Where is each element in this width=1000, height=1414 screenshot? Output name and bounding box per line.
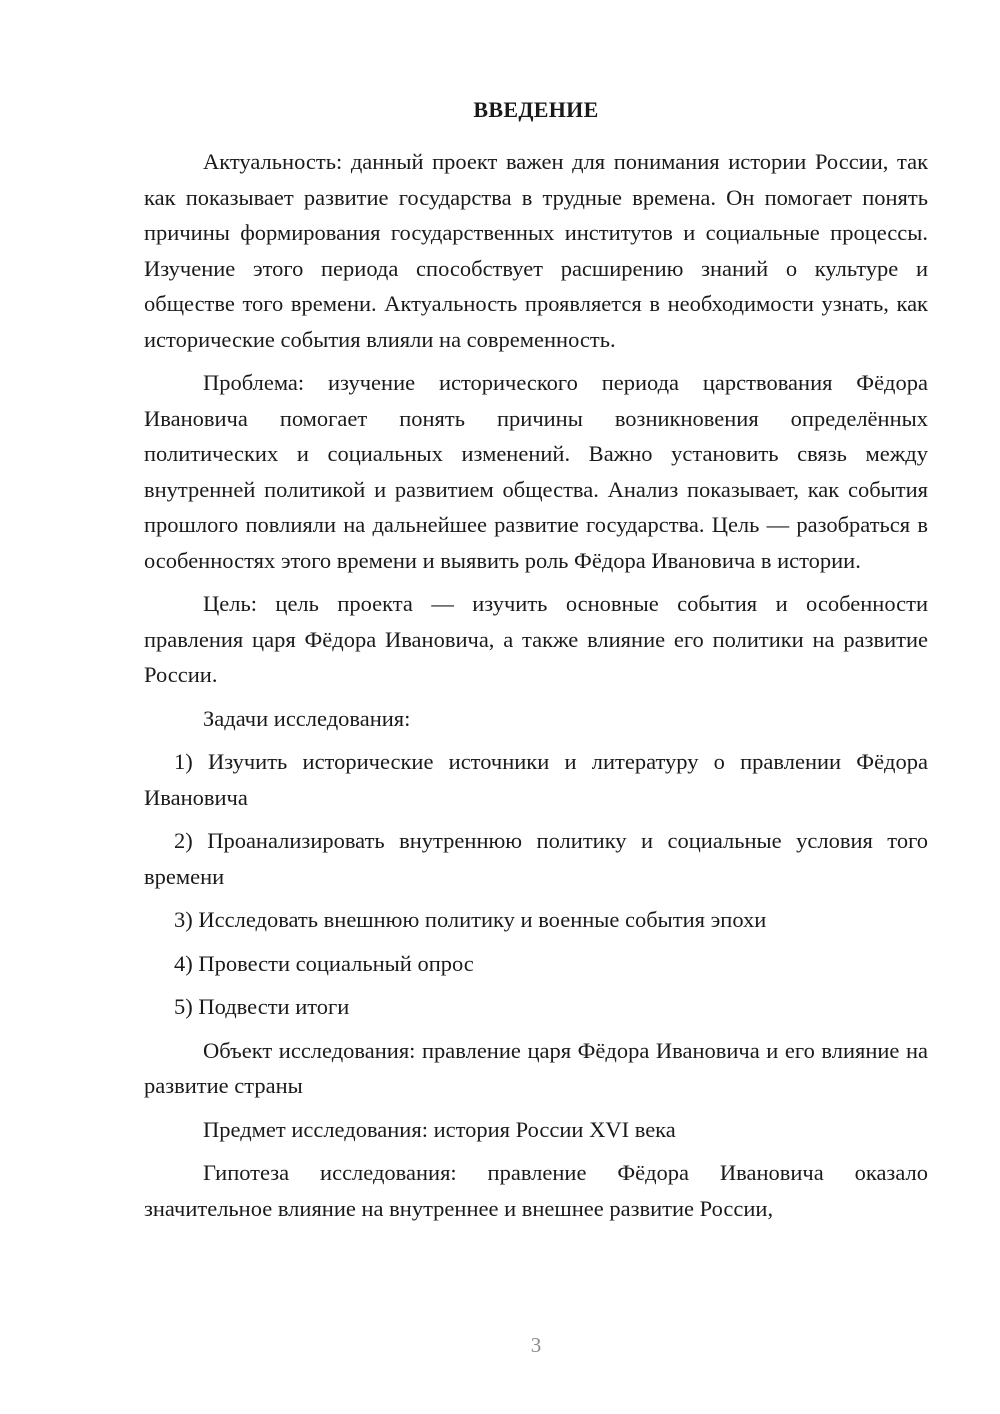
- task-item-4: 4) Провести социальный опрос: [174, 950, 474, 976]
- page-number: 3: [530, 1333, 542, 1357]
- subject-paragraph: Предмет исследования: история России XVI века: [203, 1116, 676, 1142]
- document-body: [144, 96, 928, 1234]
- relevance-paragraph: Актуальность: данный проект важен для понимания истории России, так как показывает развитие государства в трудные времена. Он помогает понять причины формирования государственных институтов и социальные процессы. Изучение этого периода способствует расширению знаний о культуре и обществе того времени. Актуальность проявляется в необходимости узнать, как исторические события влияли на современность.: [144, 149, 928, 352]
- problem-paragraph: Проблема: изучение исторического периода царствования Фёдора Ивановича помогает понять причины возникновения определённых политических и социальных изменений. Важно установить связь между внутренней политикой и развитием общества. Анализ показывает, как события прошлого повлияли на дальнейшее развитие государства. Цель — разобраться в особенностях этого времени и выявить роль Фёдора Ивановича в истории.: [144, 370, 928, 573]
- section-heading: ВВЕДЕНИЕ: [473, 97, 599, 122]
- hypothesis-paragraph: Гипотеза исследования: правление Фёдора Ивановича оказало значительное влияние на внутреннее и внешнее развитие России,: [144, 1160, 928, 1221]
- object-paragraph: Объект исследования: правление царя Фёдора Ивановича и его влияние на развитие страны: [144, 1037, 928, 1098]
- task-item-2: 2) Проанализировать внутреннюю политику и социальные условия того времени: [144, 828, 928, 889]
- task-item-3: 3) Исследовать внешнюю политику и военные события эпохи: [174, 907, 767, 932]
- goal-paragraph: Цель: цель проекта — изучить основные события и особенности правления царя Фёдора Ивановича, а также влияние его политики на развитие России.: [144, 591, 928, 687]
- task-item-1: 1) Изучить исторические источники и литературу о правлении Фёдора Ивановича: [144, 749, 928, 810]
- tasks-heading: Задачи исследования:: [203, 705, 411, 731]
- task-item-5: 5) Подвести итоги: [174, 994, 350, 1019]
